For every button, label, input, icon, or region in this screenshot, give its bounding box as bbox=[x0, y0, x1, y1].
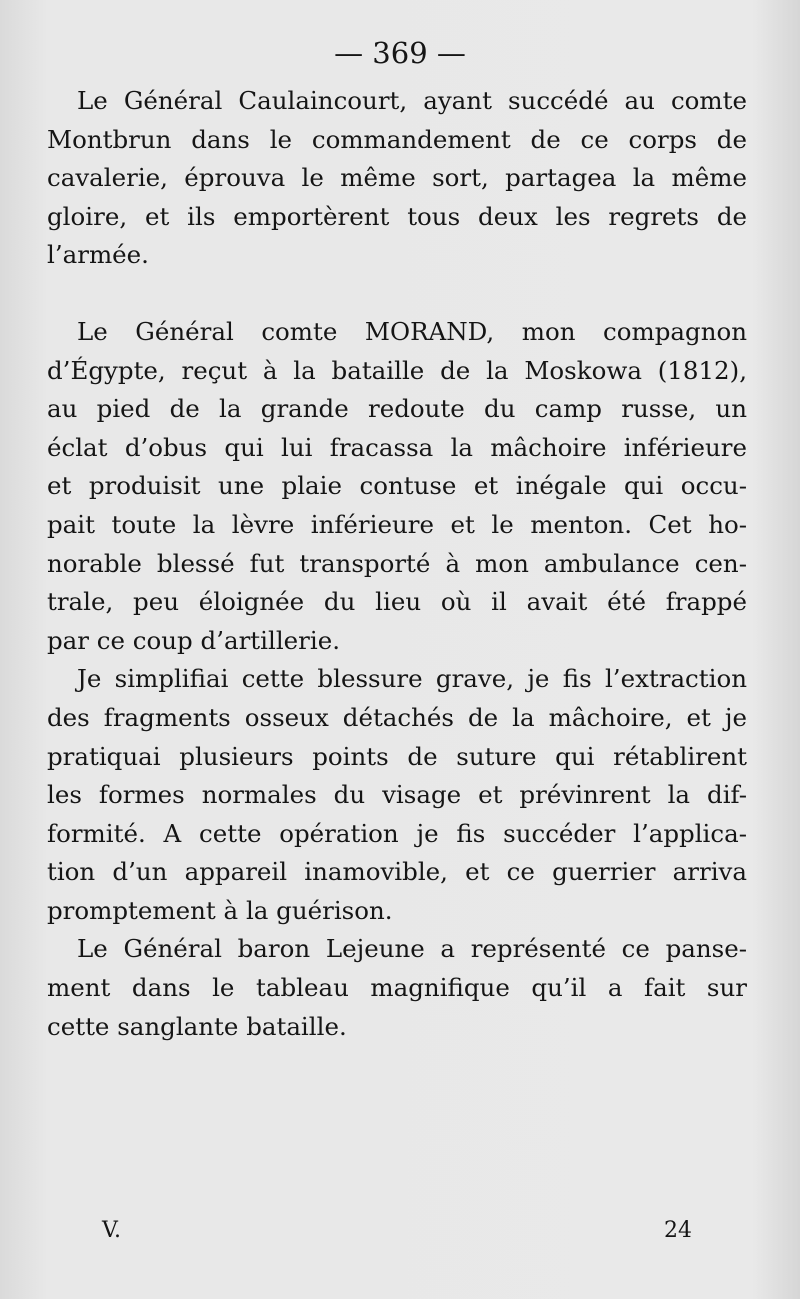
paragraph bbox=[47, 82, 747, 275]
text-line: Le Général comte MORAND, mon compagnon bbox=[77, 316, 747, 346]
text-line: des fragments osseux détachés de la mâchoire, et je bbox=[47, 702, 747, 732]
text-line: gloire, et ils emportèrent tous deux les regrets de bbox=[47, 201, 747, 231]
text-line: tion d’un appareil inamovible, et ce guerrier arriva bbox=[47, 857, 747, 887]
page-footer bbox=[47, 1218, 747, 1252]
text-line: par ce coup d’artillerie. bbox=[47, 625, 340, 655]
text-line: pait toute la lèvre inférieure et le menton. Cet ho- bbox=[47, 509, 747, 539]
text-line: cavalerie, éprouva le même sort, partagea la même bbox=[47, 163, 747, 193]
paragraph bbox=[47, 313, 747, 660]
text-line: Le Général Caulaincourt, ayant succédé au comte bbox=[77, 86, 747, 115]
text-line: éclat d’obus qui lui fracassa la mâchoire inférieure bbox=[47, 432, 747, 462]
text-line: norable blessé fut transporté à mon ambulance cen- bbox=[47, 548, 747, 578]
text-line: les formes normales du visage et prévinrent la dif- bbox=[47, 780, 747, 810]
paragraph bbox=[47, 660, 747, 930]
text-line: formité. A cette opération je fis succéder l’applica- bbox=[47, 818, 747, 848]
text-line: ment dans le tableau magnifique qu’il a fait sur bbox=[47, 973, 747, 1003]
text-line: au pied de la grande redoute du camp russe, un bbox=[47, 394, 747, 424]
paragraph bbox=[47, 930, 747, 1046]
text-line: pratiquai plusieurs points de suture qui rétablirent bbox=[47, 741, 747, 771]
sheet-number: 24 bbox=[664, 1218, 692, 1243]
text-line: Je simplifiai cette blessure grave, je fis l’extraction bbox=[77, 664, 747, 694]
text-line: et produisit une plaie contuse et inégale qui occu- bbox=[47, 471, 747, 501]
text-line: l’armée. bbox=[47, 240, 149, 270]
text-line: Le Général baron Lejeune a représenté ce panse- bbox=[77, 934, 747, 964]
signature-mark: V. bbox=[102, 1218, 122, 1243]
text-line: promptement à la guérison. bbox=[47, 895, 393, 925]
text-line: Montbrun dans le commandement de ce corps de bbox=[47, 124, 747, 154]
paragraph-gap bbox=[47, 275, 747, 313]
text-line: d’Égypte, reçut à la bataille de la Moskowa (1812), bbox=[47, 355, 747, 385]
page-body bbox=[47, 82, 747, 1046]
page-number: — 369 — bbox=[334, 36, 466, 70]
text-line: trale, peu éloignée du lieu où il avait été frappé bbox=[47, 587, 747, 617]
text-line: cette sanglante bataille. bbox=[47, 1011, 347, 1041]
